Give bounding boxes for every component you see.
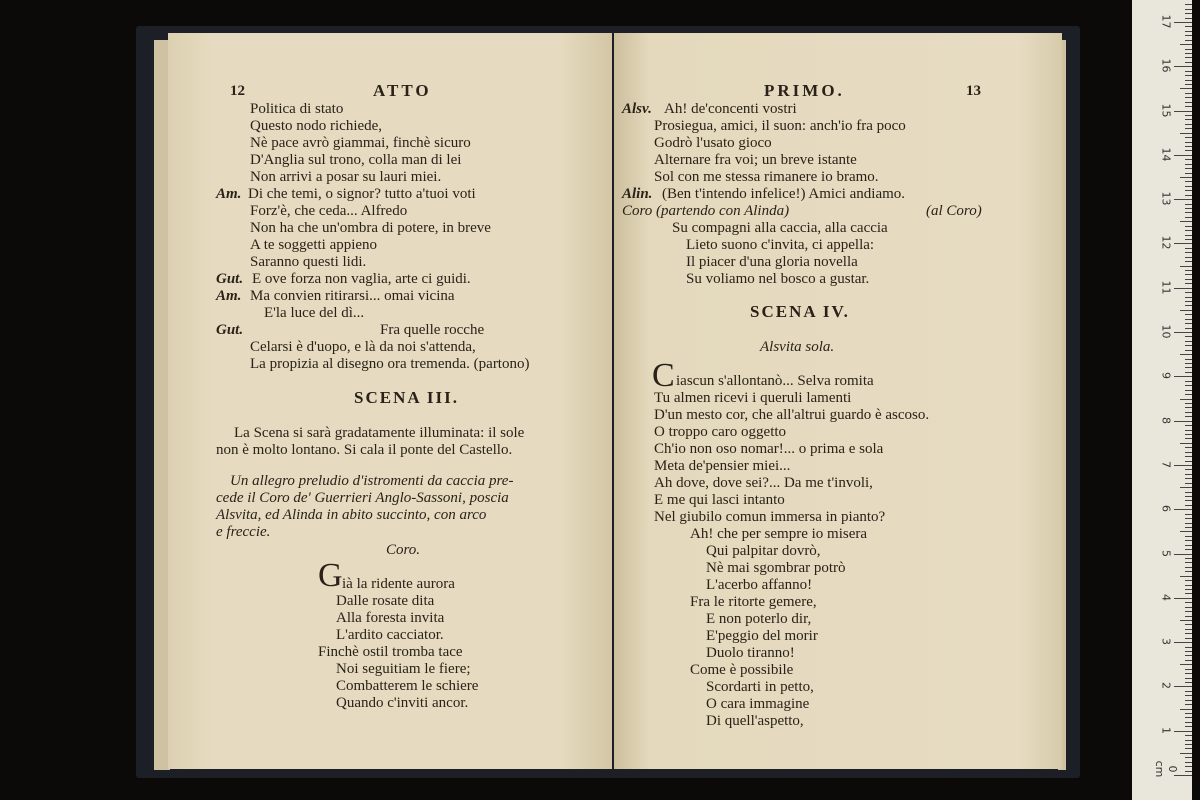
ruler-tick: [1185, 159, 1192, 160]
ruler-tick: [1185, 616, 1192, 617]
ruler-tick: [1185, 372, 1192, 373]
ruler-tick: [1185, 678, 1192, 679]
ruler-tick: [1185, 239, 1192, 240]
ruler-tick: [1185, 252, 1192, 253]
drop-cap: C: [652, 357, 675, 394]
ruler-tick: [1180, 620, 1192, 621]
ruler-tick: [1185, 567, 1192, 568]
ruler-tick: [1174, 243, 1192, 244]
ruler-tick: [1185, 651, 1192, 652]
italic-direction-line: e freccie.: [216, 524, 271, 540]
ruler-number: 11: [1159, 280, 1173, 295]
page-number: 12: [230, 83, 245, 99]
ruler-tick: [1185, 367, 1192, 368]
ruler-tick: [1185, 558, 1192, 559]
speaker-label: Am.: [216, 288, 242, 304]
ruler-tick: [1185, 438, 1192, 439]
chorus-label: Coro.: [386, 542, 421, 558]
ruler-number: 1: [1159, 726, 1173, 734]
ruler-number: 17: [1159, 14, 1173, 29]
ruler-tick: [1185, 363, 1192, 364]
running-head: ATTO: [373, 81, 432, 100]
ruler-tick: [1185, 173, 1192, 174]
ruler-tick: [1185, 97, 1192, 98]
ruler-number: 13: [1159, 191, 1173, 206]
ruler-tick: [1185, 115, 1192, 116]
text-line: Godrò l'usato gioco: [654, 135, 772, 151]
ruler-tick: [1185, 283, 1192, 284]
ruler-tick: [1185, 350, 1192, 351]
ruler-tick: [1185, 13, 1192, 14]
text-line: Su compagni alla caccia, alla caccia: [672, 220, 888, 236]
ruler-tick: [1185, 62, 1192, 63]
verse-line: Combatterem le schiere: [336, 678, 479, 694]
ruler-tick: [1174, 155, 1192, 156]
ruler-tick: [1185, 580, 1192, 581]
ruler-number: 5: [1159, 549, 1173, 557]
verse-line: Nè mai sgombrar potrò: [706, 560, 846, 576]
ruler-tick: [1185, 496, 1192, 497]
ruler-tick: [1185, 319, 1192, 320]
ruler-tick: [1174, 66, 1192, 67]
text-line: Sol con me stessa rimanere io bramo.: [654, 169, 879, 185]
ruler-tick: [1185, 748, 1192, 749]
verse-line: Dalle rosate dita: [336, 593, 435, 609]
text-line: Ma convien ritirarsi... omai vicina: [250, 288, 455, 304]
ruler-tick: [1185, 26, 1192, 27]
ruler-tick: [1185, 726, 1192, 727]
ruler-tick: [1185, 474, 1192, 475]
verse-line: iascun s'allontanò... Selva romita: [676, 373, 874, 389]
ruler-tick: [1185, 336, 1192, 337]
ruler-tick: [1174, 288, 1192, 289]
speaker-label: Gut.: [216, 271, 244, 287]
ruler-tick: [1185, 124, 1192, 125]
ruler-tick: [1185, 359, 1192, 360]
ruler-tick: [1185, 248, 1192, 249]
ruler-tick: [1185, 217, 1192, 218]
italic-direction-line: Alsvita, ed Alinda in abito succinto, con arco: [216, 507, 487, 523]
right-page: [614, 33, 1062, 769]
verse-line: Ch'io non oso nomar!... o prima e sola: [654, 441, 884, 457]
speaker-label: Am.: [216, 186, 242, 202]
ruler-tick: [1185, 735, 1192, 736]
ruler-tick: [1185, 430, 1192, 431]
ruler-tick: [1174, 465, 1192, 466]
ruler-tick: [1185, 425, 1192, 426]
ruler-tick: [1185, 669, 1192, 670]
text-line: Non arrivi a posar su lauri miei.: [250, 169, 442, 185]
verse-line: O troppo caro oggetto: [654, 424, 787, 440]
verse-line: D'un mesto cor, che all'altrui guardo è ascoso.: [654, 407, 930, 423]
ruler-tick: [1185, 270, 1192, 271]
ruler-tick: [1185, 208, 1192, 209]
ruler-tick: [1185, 212, 1192, 213]
text-line: Celarsi è d'uopo, e là da noi s'attenda,: [250, 339, 476, 355]
ruler-tick: [1185, 181, 1192, 182]
ruler-tick: [1185, 261, 1192, 262]
text-line: Politica di stato: [250, 101, 344, 117]
text-line: Il piacer d'una gloria novella: [686, 254, 858, 270]
ruler-tick: [1185, 102, 1192, 103]
ruler-tick: [1185, 638, 1192, 639]
ruler-tick: [1180, 133, 1192, 134]
ruler-tick: [1185, 119, 1192, 120]
ruler-number: 4: [1159, 593, 1173, 601]
ruler-tick: [1185, 434, 1192, 435]
verse-line: Noi seguitiam le fiere;: [336, 661, 471, 677]
ruler-tick: [1185, 527, 1192, 528]
ruler-tick: [1185, 345, 1192, 346]
ruler-tick: [1185, 607, 1192, 608]
stage-direction-line: (al Coro): [926, 203, 982, 219]
ruler-tick: [1180, 177, 1192, 178]
verse-line: E non poterlo dir,: [706, 611, 812, 627]
ruler-tick: [1185, 35, 1192, 36]
speaker-label: Gut.: [216, 322, 244, 338]
verse-line: E'peggio del morir: [706, 628, 818, 644]
verse-line: Ah dove, dove sei?... Da me t'involi,: [654, 475, 873, 491]
ruler-tick: [1185, 186, 1192, 187]
text-line: E ove forza non vaglia, arte ci guidi.: [252, 271, 471, 287]
ruler-tick: [1185, 53, 1192, 54]
ruler-tick: [1180, 44, 1192, 45]
ruler-tick: [1185, 633, 1192, 634]
ruler-tick: [1185, 700, 1192, 701]
ruler-tick: [1180, 753, 1192, 754]
text-line: Saranno questi lidi.: [250, 254, 367, 270]
ruler-number: 12: [1159, 235, 1173, 250]
ruler-tick: [1174, 376, 1192, 377]
verse-line: ià la ridente aurora: [342, 576, 455, 592]
stage-direction-line: La Scena si sarà gradatamente illuminata: il sole: [234, 425, 525, 441]
ruler-tick: [1185, 226, 1192, 227]
ruler-tick: [1185, 274, 1192, 275]
ruler-tick: [1185, 713, 1192, 714]
text-line: D'Anglia sul trono, colla man di lei: [250, 152, 462, 168]
verse-line: Alla foresta invita: [336, 610, 445, 626]
ruler-tick: [1185, 602, 1192, 603]
ruler-tick: [1180, 266, 1192, 267]
ruler-number: 15: [1159, 103, 1173, 117]
ruler-tick: [1185, 341, 1192, 342]
text-line: Fra quelle rocche: [380, 322, 485, 338]
ruler-tick: [1185, 682, 1192, 683]
ruler-tick: [1185, 500, 1192, 501]
ruler-tick: [1174, 111, 1192, 112]
ruler-tick: [1185, 314, 1192, 315]
ruler-tick: [1185, 540, 1192, 541]
text-line: Questo nodo richiede,: [250, 118, 383, 134]
ruler-tick: [1185, 18, 1192, 19]
ruler-tick: [1185, 390, 1192, 391]
ruler-tick: [1185, 164, 1192, 165]
drop-cap: G: [318, 557, 343, 594]
ruler-tick: [1174, 775, 1192, 776]
ruler-tick: [1185, 235, 1192, 236]
ruler-tick: [1185, 549, 1192, 550]
ruler-tick: [1185, 49, 1192, 50]
ruler-tick: [1185, 75, 1192, 76]
verse-line: L'ardito cacciator.: [336, 627, 444, 643]
ruler-tick: [1185, 416, 1192, 417]
ruler-tick: [1185, 381, 1192, 382]
ruler-tick: [1185, 80, 1192, 81]
verse-line: Tu almen ricevi i queruli lamenti: [654, 390, 852, 406]
text-line: A te soggetti appieno: [250, 237, 378, 253]
measuring-ruler: [1132, 0, 1192, 800]
ruler-number: 9: [1159, 372, 1173, 380]
ruler-tick: [1185, 762, 1192, 763]
ruler-tick: [1185, 611, 1192, 612]
ruler-tick: [1185, 673, 1192, 674]
ruler-tick: [1185, 571, 1192, 572]
ruler-tick: [1185, 691, 1192, 692]
ruler-tick: [1185, 279, 1192, 280]
ruler-tick: [1180, 354, 1192, 355]
ruler-tick: [1185, 514, 1192, 515]
ruler-number: 7: [1159, 460, 1173, 468]
text-line: Di che temi, o signor? tutto a'tuoi voti: [248, 186, 476, 202]
ruler-tick: [1174, 199, 1192, 200]
verse-line: Ah! che per sempre io misera: [690, 526, 868, 542]
ruler-tick: [1174, 509, 1192, 510]
ruler-number: 3: [1159, 638, 1173, 646]
ruler-number: 2: [1159, 682, 1173, 690]
ruler-tick: [1180, 487, 1192, 488]
text-line: Lieto suono c'invita, ci appella:: [686, 237, 875, 253]
ruler-tick: [1185, 536, 1192, 537]
text-line: La propizia al disegno ora tremenda. (partono): [250, 356, 530, 372]
verse-line: Finchè ostil tromba tace: [318, 644, 463, 660]
ruler-number: 6: [1159, 505, 1173, 513]
ruler-tick: [1180, 443, 1192, 444]
ruler-tick: [1185, 385, 1192, 386]
ruler-tick: [1180, 221, 1192, 222]
ruler-tick: [1185, 740, 1192, 741]
ruler-tick: [1185, 9, 1192, 10]
ruler-tick: [1185, 647, 1192, 648]
ruler-tick: [1185, 168, 1192, 169]
ruler-tick: [1185, 297, 1192, 298]
ruler-tick: [1185, 230, 1192, 231]
ruler-tick: [1174, 686, 1192, 687]
ruler-tick: [1174, 731, 1192, 732]
text-line: Nè pace avrò giammai, finchè sicuro: [250, 135, 471, 151]
verse-line: Di quell'aspetto,: [706, 713, 804, 729]
ruler-tick: [1185, 771, 1192, 772]
ruler-tick: [1185, 562, 1192, 563]
ruler-tick: [1180, 709, 1192, 710]
ruler-number: 14: [1159, 147, 1173, 162]
ruler-tick: [1185, 328, 1192, 329]
ruler-tick: [1185, 146, 1192, 147]
ruler-tick: [1180, 531, 1192, 532]
stage-direction-line: non è molto lontano. Si cala il ponte del Castello.: [216, 442, 513, 458]
ruler-tick: [1185, 142, 1192, 143]
ruler-tick: [1185, 195, 1192, 196]
ruler-tick: [1185, 394, 1192, 395]
text-line: Prosiegua, amici, il suon: anch'io fra poco: [654, 118, 906, 134]
italic-direction-line: cede il Coro de' Guerrieri Anglo-Sassoni, poscia: [216, 490, 509, 506]
ruler-tick: [1185, 624, 1192, 625]
verse-line: E me qui lasci intanto: [654, 492, 785, 508]
ruler-tick: [1185, 545, 1192, 546]
ruler-tick: [1185, 655, 1192, 656]
ruler-tick: [1185, 523, 1192, 524]
speaker-label: Alin.: [622, 186, 653, 202]
verse-line: Quando c'inviti ancor.: [336, 695, 469, 711]
text-line: E'la luce del dì...: [264, 305, 365, 321]
ruler-tick: [1185, 717, 1192, 718]
ruler-tick: [1185, 137, 1192, 138]
ruler-tick: [1185, 478, 1192, 479]
ruler-tick: [1185, 4, 1192, 5]
verse-line: Scordarti in petto,: [706, 679, 814, 695]
text-line: Non ha che un'ombra di potere, in breve: [250, 220, 491, 236]
ruler-tick: [1185, 744, 1192, 745]
running-head: PRIMO.: [764, 81, 845, 100]
ruler-tick: [1185, 93, 1192, 94]
ruler-tick: [1185, 40, 1192, 41]
ruler-tick: [1185, 407, 1192, 408]
ruler-tick: [1174, 332, 1192, 333]
ruler-tick: [1185, 257, 1192, 258]
text-line: Su voliamo nel bosco a gustar.: [686, 271, 870, 287]
ruler-tick: [1180, 399, 1192, 400]
ruler-tick: [1174, 598, 1192, 599]
ruler-tick: [1185, 150, 1192, 151]
ruler-tick: [1185, 412, 1192, 413]
ruler-tick: [1185, 593, 1192, 594]
ruler-tick: [1185, 447, 1192, 448]
left-page: [168, 33, 612, 769]
ruler-tick: [1185, 71, 1192, 72]
ruler-tick: [1174, 554, 1192, 555]
ruler-tick: [1180, 576, 1192, 577]
ruler-tick: [1180, 664, 1192, 665]
ruler-tick: [1185, 57, 1192, 58]
text-line: Forz'è, che ceda... Alfredo: [250, 203, 408, 219]
stage-direction-line: Coro (partendo con Alinda): [622, 203, 790, 219]
ruler-tick: [1185, 695, 1192, 696]
ruler-number: 10: [1159, 324, 1173, 339]
ruler-tick: [1185, 128, 1192, 129]
ruler-tick: [1185, 31, 1192, 32]
verse-line: Nel giubilo comun immersa in pianto?: [654, 509, 886, 525]
scene-title: SCENA III.: [354, 388, 460, 407]
ruler-tick: [1185, 106, 1192, 107]
ruler-tick: [1180, 310, 1192, 311]
ruler-tick: [1185, 301, 1192, 302]
ruler-tick: [1185, 190, 1192, 191]
verse-line: Come è possibile: [690, 662, 794, 678]
ruler-tick: [1174, 22, 1192, 23]
ruler-tick: [1185, 704, 1192, 705]
ruler-tick: [1185, 84, 1192, 85]
ruler-number: 8: [1159, 416, 1173, 424]
ruler-tick: [1185, 492, 1192, 493]
ruler-tick: [1185, 204, 1192, 205]
ruler-unit-label: 0 cm: [1153, 760, 1179, 778]
text-line: (Ben t'intendo infelice!) Amici andiamo.: [662, 186, 906, 202]
verse-line: Qui palpitar dovrò,: [706, 543, 821, 559]
ruler-tick: [1185, 660, 1192, 661]
ruler-tick: [1185, 452, 1192, 453]
ruler-tick: [1185, 461, 1192, 462]
ruler-tick: [1185, 469, 1192, 470]
italic-direction-line: Un allegro preludio d'istromenti da caccia pre-: [230, 473, 514, 489]
verse-line: Meta de'pensier miei...: [654, 458, 791, 474]
verse-line: Fra le ritorte gemere,: [690, 594, 817, 610]
ruler-tick: [1174, 642, 1192, 643]
ruler-tick: [1185, 629, 1192, 630]
ruler-tick: [1180, 88, 1192, 89]
ruler-tick: [1185, 505, 1192, 506]
verse-line: O cara immagine: [706, 696, 810, 712]
text-line: Ah! de'concenti vostri: [664, 101, 797, 117]
ruler-tick: [1185, 585, 1192, 586]
verse-line: Duolo tiranno!: [706, 645, 795, 661]
ruler-tick: [1185, 766, 1192, 767]
ruler-tick: [1185, 305, 1192, 306]
ruler-tick: [1185, 589, 1192, 590]
ruler-tick: [1185, 483, 1192, 484]
ruler-tick: [1185, 292, 1192, 293]
ruler-tick: [1185, 757, 1192, 758]
ruler-tick: [1185, 722, 1192, 723]
ruler-tick: [1185, 323, 1192, 324]
speaker-label: Alsv.: [622, 101, 652, 117]
ruler-tick: [1185, 456, 1192, 457]
ruler-tick: [1185, 518, 1192, 519]
scene-subtitle: Alsvita sola.: [760, 339, 835, 355]
ruler-tick: [1185, 403, 1192, 404]
ruler-number: 16: [1159, 58, 1173, 73]
page-number: 13: [966, 83, 981, 99]
text-line: Alternare fra voi; un breve istante: [654, 152, 857, 168]
verse-line: L'acerbo affanno!: [706, 577, 813, 593]
ruler-tick: [1174, 421, 1192, 422]
scene-title: SCENA IV.: [750, 302, 850, 321]
